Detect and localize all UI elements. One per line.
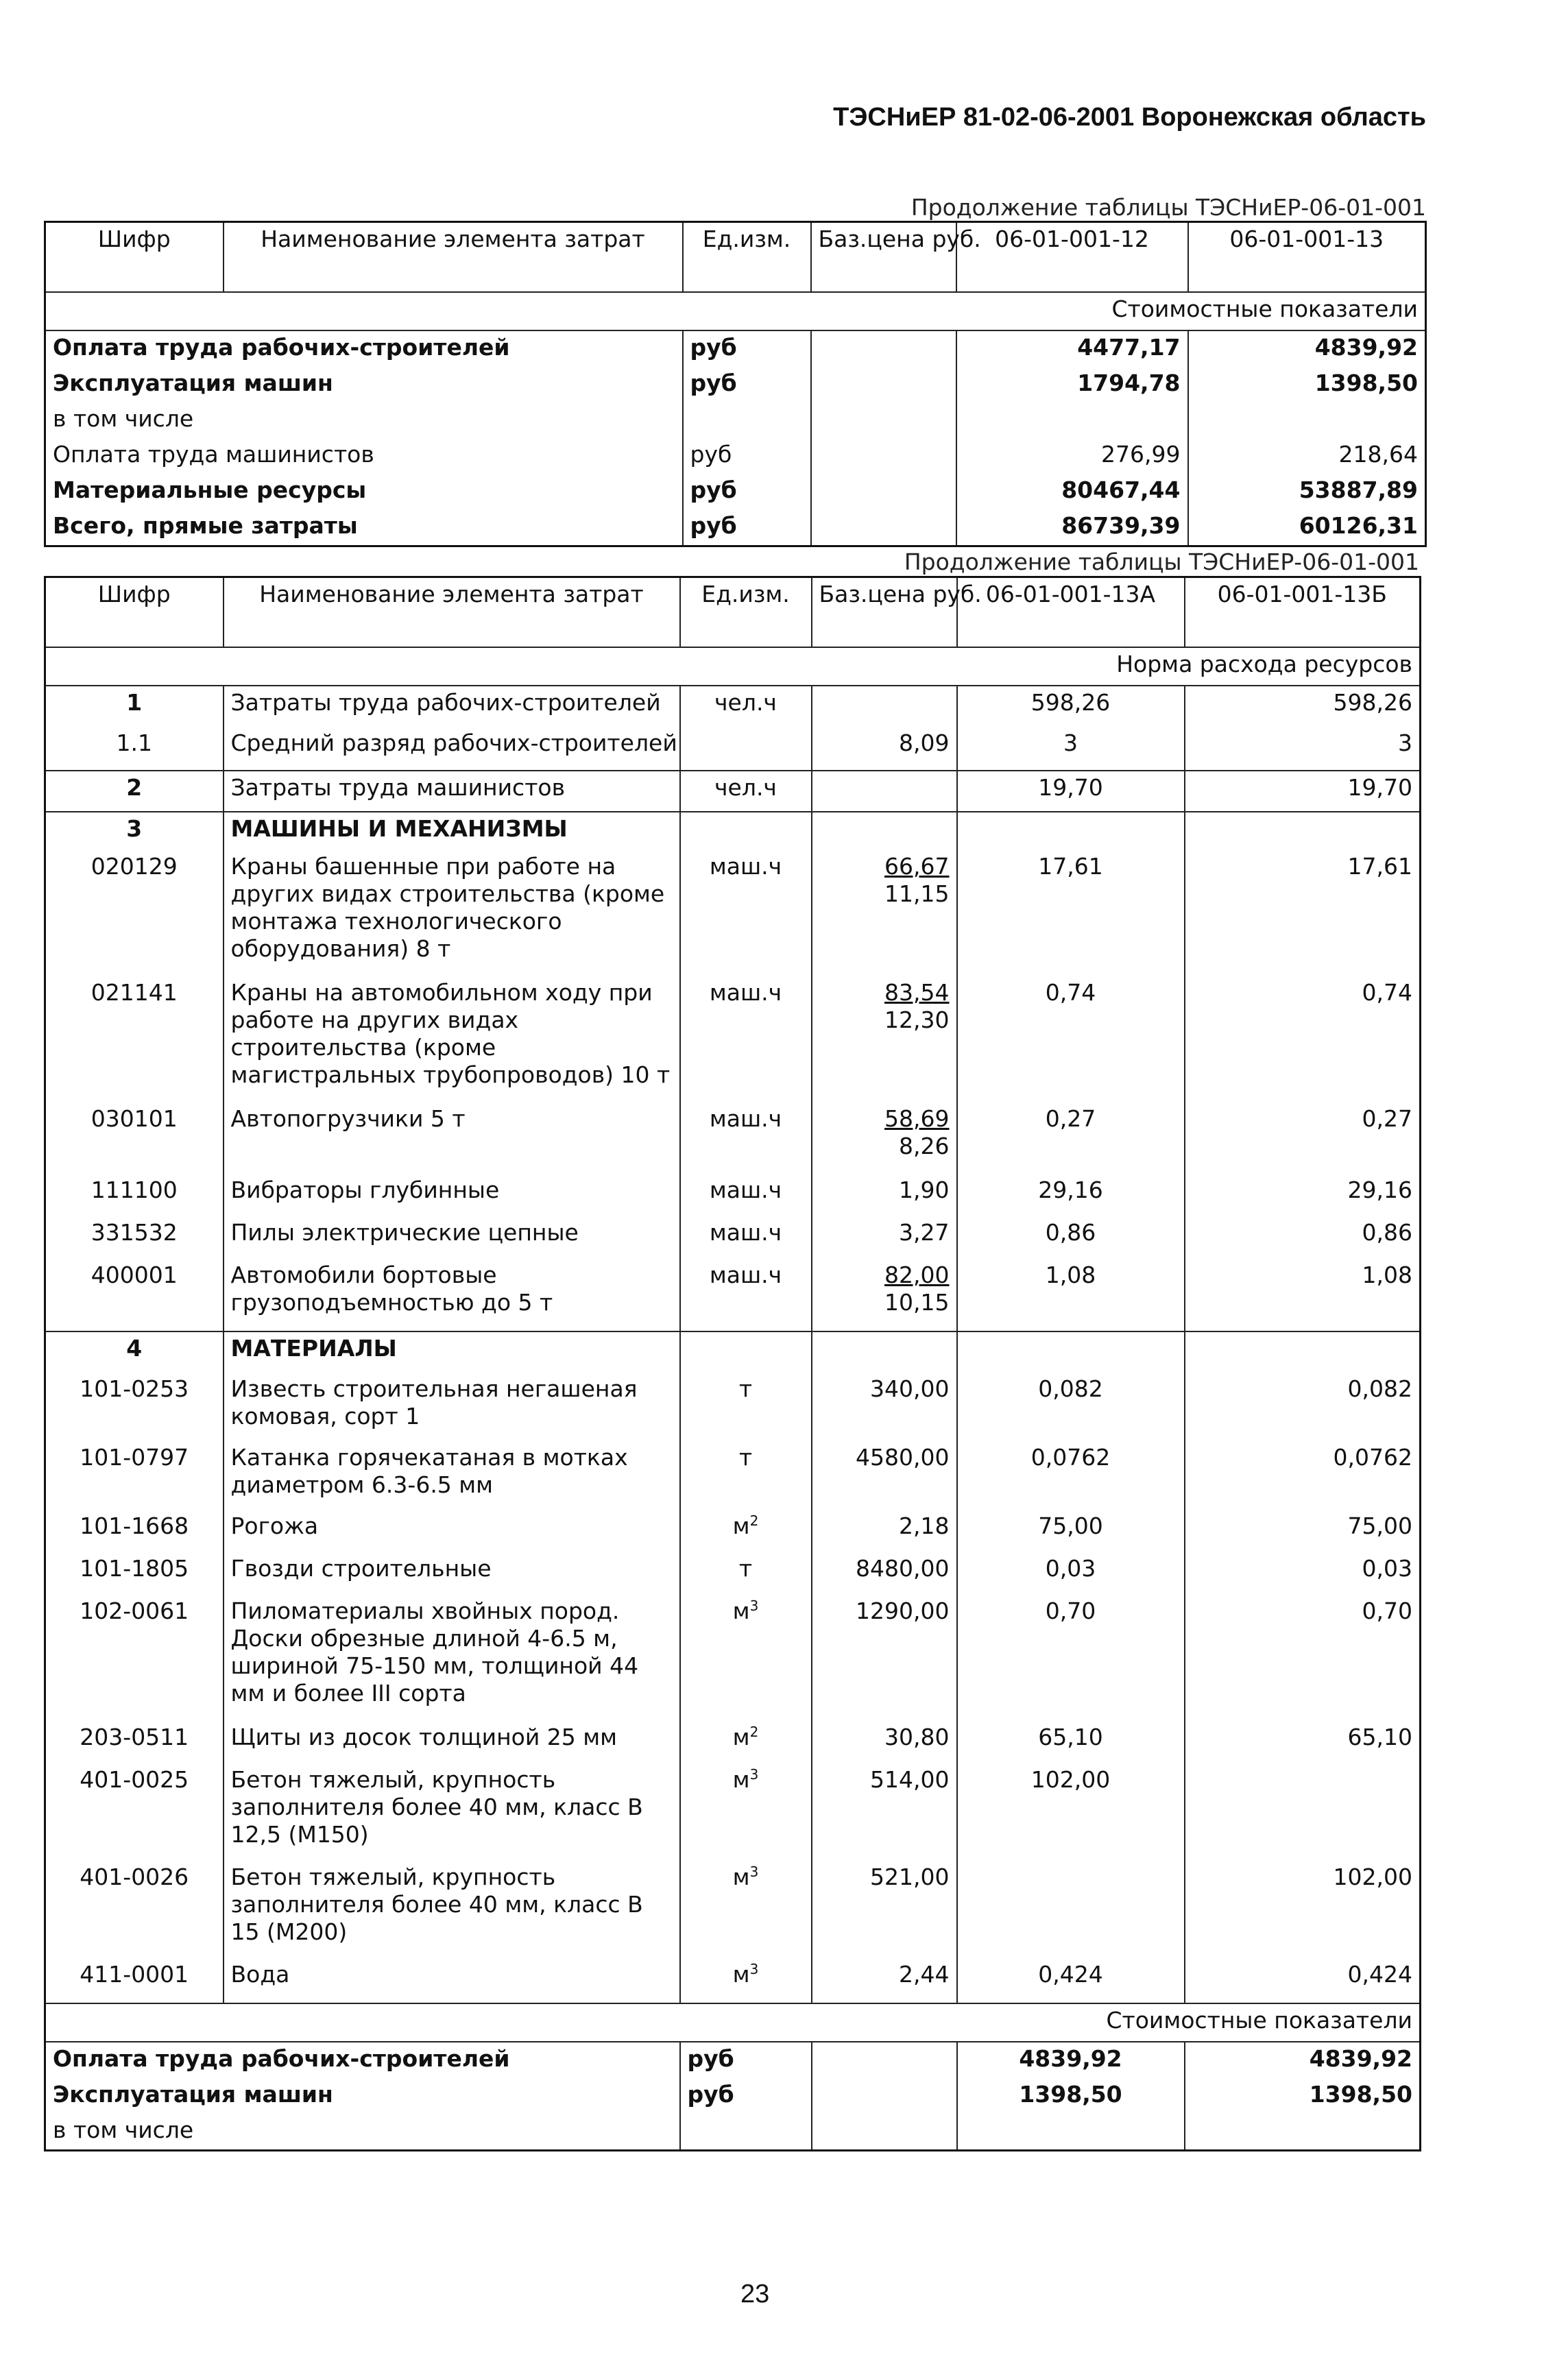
row-value-1: 598,26 xyxy=(957,686,1185,727)
row-value-1: 0,27 xyxy=(957,1102,1185,1174)
row-name: Оплата труда рабочих-строителей xyxy=(45,330,683,367)
row-name: МАТЕРИАЛЫ xyxy=(224,1331,680,1373)
header-code: Шифр xyxy=(45,222,224,293)
row-code: 400001 xyxy=(45,1259,224,1331)
header-col2: 06-01-001-13 xyxy=(1188,222,1426,293)
row-name: Рогожа xyxy=(224,1510,680,1552)
row-value-1: 0,082 xyxy=(957,1373,1185,1441)
table-row xyxy=(45,330,1426,367)
page-number: 23 xyxy=(740,2280,770,2308)
row-name: Катанка горячекатаная в мотках диаметром 6.3-6.5 мм xyxy=(224,1441,680,1510)
table1-section-label: Стоимостные показатели xyxy=(45,292,1426,330)
unit-superscript: 3 xyxy=(749,1961,759,1977)
row-name: Автопогрузчики 5 т xyxy=(224,1102,680,1174)
row-name: Краны башенные при работе на других видах строительства (кроме монтажа технологического оборудования) 8 т xyxy=(224,850,680,976)
row-value-1: 4477,17 xyxy=(956,330,1188,367)
row-value-2: 218,64 xyxy=(1188,438,1426,474)
unit-superscript: 2 xyxy=(749,1512,759,1529)
table-row xyxy=(45,1441,1421,1510)
row-code: 021141 xyxy=(45,976,224,1102)
row-name: Бетон тяжелый, крупность заполнителя более 40 мм, класс В 15 (М200) xyxy=(224,1861,680,1958)
row-code: 401-0025 xyxy=(45,1763,224,1861)
row-price: 82,00 xyxy=(884,1262,950,1288)
row-code: 3 xyxy=(45,812,224,850)
row-price: 514,00 xyxy=(812,1763,957,1861)
row-code: 411-0001 xyxy=(45,1958,224,2003)
row-unit: м xyxy=(732,1724,750,1750)
table-row xyxy=(45,438,1426,474)
row-value-1: 0,70 xyxy=(957,1595,1185,1721)
row-unit: т xyxy=(738,1444,753,1471)
row-name: Бетон тяжелый, крупность заполнителя более 40 мм, класс В 12,5 (М150) xyxy=(224,1763,680,1861)
row-value-1: 0,424 xyxy=(957,1958,1185,2003)
row-value-2: 598,26 xyxy=(1185,686,1421,727)
row-value-2: 0,082 xyxy=(1185,1373,1421,1441)
row-name: Эксплуатация машин xyxy=(45,367,683,402)
row-code: 4 xyxy=(45,1331,224,1373)
row-unit: чел.ч xyxy=(680,686,812,727)
row-unit: руб xyxy=(683,367,811,402)
row-unit: руб xyxy=(680,2078,812,2114)
row-value-2: 4839,92 xyxy=(1188,330,1426,367)
row-price: 340,00 xyxy=(812,1373,957,1441)
table-row xyxy=(45,1763,1421,1861)
row-unit: руб xyxy=(683,330,811,367)
table2-header-row xyxy=(45,577,1421,648)
row-price: 8,09 xyxy=(812,727,957,771)
table2-section-label: Норма расхода ресурсов xyxy=(45,647,1421,686)
row-code: 101-1805 xyxy=(45,1552,224,1595)
row-value-2: 19,70 xyxy=(1185,771,1421,812)
row-name: Пилы электрические цепные xyxy=(224,1216,680,1259)
header-base-price: Баз.цена руб. xyxy=(812,577,957,648)
row-code: 111100 xyxy=(45,1174,224,1216)
row-value-2: 4839,92 xyxy=(1185,2042,1421,2078)
row-code: 101-0797 xyxy=(45,1441,224,1510)
row-price: 66,67 xyxy=(884,853,950,880)
header-col1: 06-01-001-12 xyxy=(956,222,1188,293)
row-name: Вода xyxy=(224,1958,680,2003)
table-row xyxy=(45,686,1421,727)
row-name: в том числе xyxy=(45,402,683,438)
table-row xyxy=(45,850,1421,976)
table1-header-row xyxy=(45,222,1426,293)
table-row xyxy=(45,727,1421,771)
row-price-2: 12,30 xyxy=(884,1006,950,1033)
row-name: Автомобили бортовые грузоподъемностью до 5 т xyxy=(224,1259,680,1331)
row-unit: маш.ч xyxy=(680,1102,812,1174)
row-unit: руб xyxy=(680,2042,812,2078)
row-unit: м xyxy=(732,1864,750,1890)
table2-caption: Продолжение таблицы ТЭСНиЕР-06-01-001 xyxy=(904,548,1419,575)
table-row xyxy=(45,1721,1421,1763)
section-row xyxy=(45,812,1421,850)
row-value-2: 29,16 xyxy=(1185,1174,1421,1216)
table-row xyxy=(45,771,1421,812)
row-unit: руб xyxy=(683,474,811,509)
row-price: 58,69 xyxy=(884,1105,950,1132)
row-value-2: 0,70 xyxy=(1185,1595,1421,1721)
row-unit: маш.ч xyxy=(680,1216,812,1259)
row-unit: м xyxy=(732,1512,750,1539)
row-code: 331532 xyxy=(45,1216,224,1259)
row-price xyxy=(812,686,957,727)
row-value-1: 0,86 xyxy=(957,1216,1185,1259)
row-unit: маш.ч xyxy=(680,976,812,1102)
row-value-1 xyxy=(957,1861,1185,1958)
table-row xyxy=(45,2078,1421,2114)
row-name: Краны на автомобильном ходу при работе на других видах строительства (кроме магистральных трубопроводов) 10 т xyxy=(224,976,680,1102)
table-row xyxy=(45,1510,1421,1552)
row-value-2: 0,27 xyxy=(1185,1102,1421,1174)
unit-superscript: 3 xyxy=(749,1598,759,1614)
row-unit: руб xyxy=(683,509,811,546)
row-value-2: 17,61 xyxy=(1185,850,1421,976)
row-unit: руб xyxy=(683,438,811,474)
row-value-2: 53887,89 xyxy=(1188,474,1426,509)
row-value-1: 65,10 xyxy=(957,1721,1185,1763)
row-value-1: 86739,39 xyxy=(956,509,1188,546)
table-row xyxy=(45,367,1426,402)
row-price-2: 11,15 xyxy=(884,880,950,907)
row-value-2: 0,86 xyxy=(1185,1216,1421,1259)
row-unit: т xyxy=(738,1375,753,1402)
row-unit: маш.ч xyxy=(680,1259,812,1331)
table-row xyxy=(45,509,1426,546)
row-price: 30,80 xyxy=(812,1721,957,1763)
table-row xyxy=(45,1102,1421,1174)
row-price-2: 8,26 xyxy=(899,1133,950,1159)
header-col1: 06-01-001-13А xyxy=(957,577,1185,648)
header-name: Наименование элемента затрат xyxy=(224,222,683,293)
table1 xyxy=(44,221,1427,547)
table1-caption: Продолжение таблицы ТЭСНиЕР-06-01-001 xyxy=(910,194,1426,221)
row-value-1: 4839,92 xyxy=(957,2042,1185,2078)
row-price: 521,00 xyxy=(812,1861,957,1958)
header-code: Шифр xyxy=(45,577,224,648)
unit-superscript: 3 xyxy=(749,1864,759,1880)
row-value-1: 19,70 xyxy=(957,771,1185,812)
row-value-1: 1794,78 xyxy=(956,367,1188,402)
row-code: 1.1 xyxy=(45,727,224,771)
row-name: Всего, прямые затраты xyxy=(45,509,683,546)
row-unit: м xyxy=(732,1766,750,1793)
row-unit: м xyxy=(732,1961,750,1988)
section-row xyxy=(45,1331,1421,1373)
table-row xyxy=(45,1373,1421,1441)
document-title: ТЭСНиЕР 81-02-06-2001 Воронежская область xyxy=(833,103,1426,132)
table-row xyxy=(45,1958,1421,2003)
row-name: Оплата труда машинистов xyxy=(45,438,683,474)
row-price: 2,44 xyxy=(812,1958,957,2003)
table-row xyxy=(45,2042,1421,2078)
row-name: Пиломатериалы хвойных пород. Доски обрезные длиной 4-6.5 м, шириной 75-150 мм, толщиной 44 мм и более III сорта xyxy=(224,1595,680,1721)
row-value-1: 17,61 xyxy=(957,850,1185,976)
row-value-1: 0,0762 xyxy=(957,1441,1185,1510)
row-name: Средний разряд рабочих-строителей xyxy=(224,727,680,771)
row-value-2: 0,03 xyxy=(1185,1552,1421,1595)
table-row xyxy=(45,1861,1421,1958)
row-code: 030101 xyxy=(45,1102,224,1174)
row-value-2: 1,08 xyxy=(1185,1259,1421,1331)
row-value-1: 29,16 xyxy=(957,1174,1185,1216)
row-name: Известь строительная негашеная комовая, сорт 1 xyxy=(224,1373,680,1441)
row-price: 2,18 xyxy=(812,1510,957,1552)
row-value-2: 60126,31 xyxy=(1188,509,1426,546)
row-value-1: 102,00 xyxy=(957,1763,1185,1861)
row-code: 102-0061 xyxy=(45,1595,224,1721)
table-row xyxy=(45,474,1426,509)
row-name: Вибраторы глубинные xyxy=(224,1174,680,1216)
row-value-2: 0,0762 xyxy=(1185,1441,1421,1510)
row-price: 1290,00 xyxy=(812,1595,957,1721)
row-name: МАШИНЫ И МЕХАНИЗМЫ xyxy=(224,812,680,850)
row-value-2: 65,10 xyxy=(1185,1721,1421,1763)
row-value-2: 75,00 xyxy=(1185,1510,1421,1552)
row-price: 3,27 xyxy=(812,1216,957,1259)
row-unit: т xyxy=(738,1555,753,1582)
row-value-2: 102,00 xyxy=(1185,1861,1421,1958)
row-value-1: 80467,44 xyxy=(956,474,1188,509)
row-name: Затраты труда рабочих-строителей xyxy=(224,686,680,727)
table-row xyxy=(45,1174,1421,1216)
row-value-2 xyxy=(1185,1763,1421,1861)
table2 xyxy=(44,576,1421,2151)
header-base-price: Баз.цена руб. xyxy=(811,222,956,293)
row-code: 401-0026 xyxy=(45,1861,224,1958)
row-name: Затраты труда машинистов xyxy=(224,771,680,812)
row-value-1: 3 xyxy=(957,727,1185,771)
row-unit: м xyxy=(732,1598,750,1624)
unit-superscript: 2 xyxy=(749,1724,759,1740)
row-name: Материальные ресурсы xyxy=(45,474,683,509)
row-name: Эксплуатация машин xyxy=(45,2078,680,2114)
row-value-2: 1398,50 xyxy=(1185,2078,1421,2114)
row-unit: маш.ч xyxy=(680,850,812,976)
row-price: 1,90 xyxy=(812,1174,957,1216)
header-unit: Ед.изм. xyxy=(680,577,812,648)
header-name: Наименование элемента затрат xyxy=(224,577,680,648)
header-col2: 06-01-001-13Б xyxy=(1185,577,1421,648)
row-price: 8480,00 xyxy=(812,1552,957,1595)
row-code: 101-1668 xyxy=(45,1510,224,1552)
row-code: 101-0253 xyxy=(45,1373,224,1441)
row-code: 1 xyxy=(45,686,224,727)
table-row xyxy=(45,1216,1421,1259)
row-value-2: 1398,50 xyxy=(1188,367,1426,402)
unit-superscript: 3 xyxy=(749,1766,759,1783)
row-value-2: 0,74 xyxy=(1185,976,1421,1102)
row-unit: чел.ч xyxy=(680,771,812,812)
table-row xyxy=(45,1259,1421,1331)
header-unit: Ед.изм. xyxy=(683,222,811,293)
row-value-1: 75,00 xyxy=(957,1510,1185,1552)
row-value-1: 0,03 xyxy=(957,1552,1185,1595)
table-row xyxy=(45,402,1426,438)
row-name: Гвозди строительные xyxy=(224,1552,680,1595)
row-unit: маш.ч xyxy=(680,1174,812,1216)
table-row xyxy=(45,1595,1421,1721)
row-value-1: 1398,50 xyxy=(957,2078,1185,2114)
row-value-1: 276,99 xyxy=(956,438,1188,474)
row-code: 020129 xyxy=(45,850,224,976)
table-row xyxy=(45,2114,1421,2151)
table-row xyxy=(45,1552,1421,1595)
row-value-2: 3 xyxy=(1185,727,1421,771)
row-name: Щиты из досок толщиной 25 мм xyxy=(224,1721,680,1763)
row-code: 2 xyxy=(45,771,224,812)
table-row xyxy=(45,976,1421,1102)
row-name: Оплата труда рабочих-строителей xyxy=(45,2042,680,2078)
row-name: в том числе xyxy=(45,2114,680,2151)
row-value-1: 1,08 xyxy=(957,1259,1185,1331)
row-code: 203-0511 xyxy=(45,1721,224,1763)
table2-cost-label: Стоимостные показатели xyxy=(45,2003,1421,2042)
row-value-1: 0,74 xyxy=(957,976,1185,1102)
row-price: 4580,00 xyxy=(812,1441,957,1510)
row-price-2: 10,15 xyxy=(884,1289,950,1316)
row-value-2: 0,424 xyxy=(1185,1958,1421,2003)
row-price: 83,54 xyxy=(884,979,950,1006)
